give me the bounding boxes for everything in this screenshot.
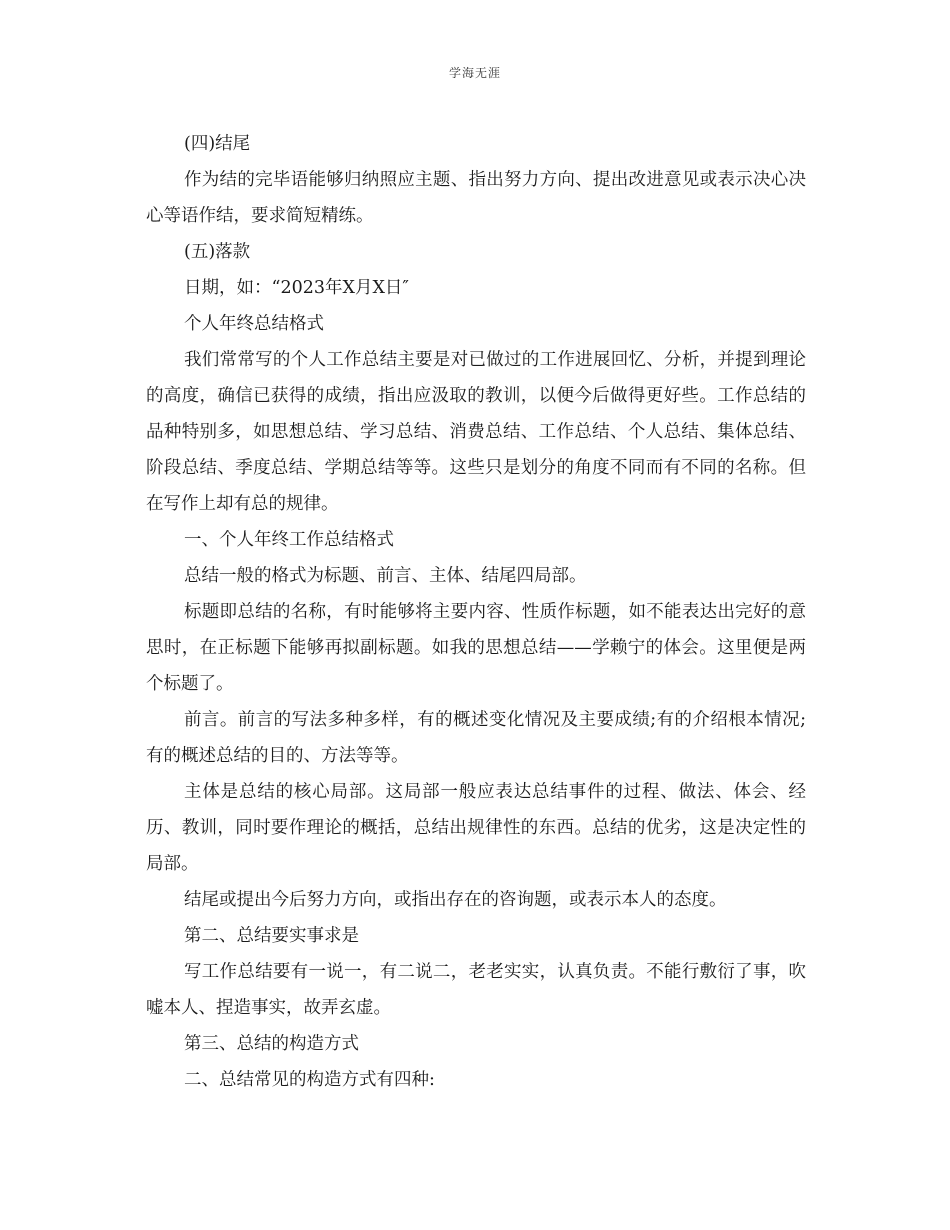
paragraph-general-format: 总结一般的格式为标题、前言、主体、结尾四局部。 [184,566,587,586]
section-heading-truthfulness: 第二、总结要实事求是 [184,926,359,946]
paragraph-title: 标题即总结的名称，有时能够将主要内容、性质作标题，如不能表达出完好的意思时，在正标题下能够再拟副标题。如我的思想总结——学赖宁的体会。这里便是两个标题了。 [146,602,806,694]
document-body [146,126,806,1098]
section-heading-structure: 第三、总结的构造方式 [184,1034,359,1054]
section-heading-annual-summary-format: 个人年终总结格式 [184,314,324,334]
paragraph-structure-types: 二、总结常见的构造方式有四种: [184,1070,435,1090]
page-header: 学海无涯 [448,66,501,80]
paragraph-preface: 前言。前言的写法多种多样，有的概述变化情况及主要成绩;有的介绍根本情况;有的概述总结的目的、方法等等。 [146,710,806,766]
paragraph-conclusion: 结尾或提出今后努力方向，或指出存在的咨询题，或表示本人的态度。 [184,890,727,910]
paragraph-truthfulness: 写工作总结要有一说一，有二说二，老老实实，认真负责。不能行敷衍了事，吹嘘本人、捏造事实，故弄玄虚。 [146,962,806,1018]
paragraph-date-example: 日期，如：“2023年X月X日″ [184,278,409,298]
section-heading-ending: (四)结尾 [184,134,251,154]
paragraph-ending-description: 作为结的完毕语能够归纳照应主题、指出努力方向、提出改进意见或表示决心决心等语作结，要求简短精练。 [146,170,806,226]
paragraph-summary-introduction: 我们常常写的个人工作总结主要是对已做过的工作进展回忆、分析，并提到理论的高度，确信已获得的成绩，指出应汲取的教训，以便今后做得更好些。工作总结的品种特别多，如思想总结、学习总结、消费总结、工作总结、个人总结、集体总结、阶段总结、季度总结、学期总结等等。这些只是划分的角度不同而有不同的名称。但在写作上却有总的规律。 [146,350,806,514]
section-heading-signature: (五)落款 [184,242,251,262]
section-heading-work-summary-format: 一、个人年终工作总结格式 [184,530,394,550]
paragraph-main-body: 主体是总结的核心局部。这局部一般应表达总结事件的过程、做法、体会、经历、教训，同时要作理论的概括，总结出规律性的东西。总结的优劣，这是决定性的局部。 [146,782,806,874]
